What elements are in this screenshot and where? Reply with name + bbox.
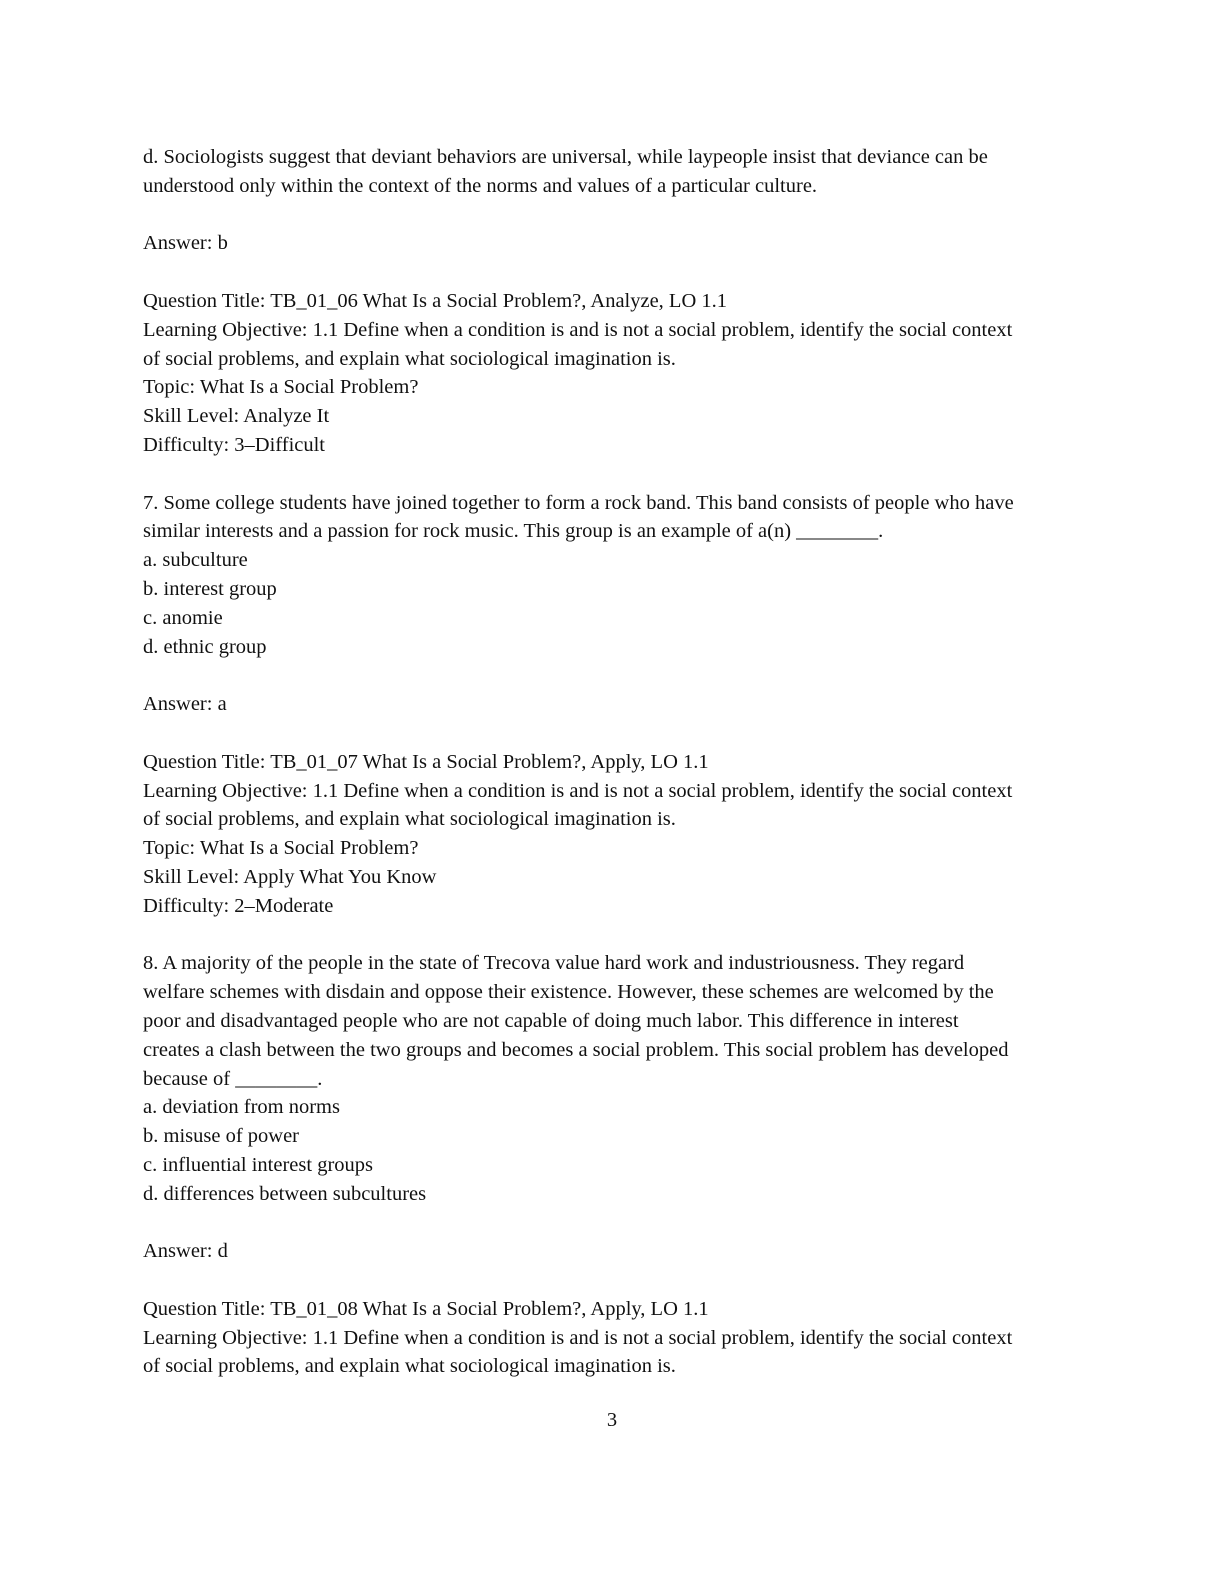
q8-learning-objective-line-2: of social problems, and explain what sociological imagination is. [143, 1355, 676, 1378]
spacer [143, 460, 1083, 489]
spacer [143, 201, 1083, 230]
q7-learning-objective-line-1: Learning Objective: 1.1 Define when a condition is and is not a social problem, identify the social context [143, 779, 1013, 802]
q6-learning-objective-line-2: of social problems, and explain what sociological imagination is. [143, 347, 676, 370]
q6-option-d-line-1: d. Sociologists suggest that deviant behaviors are universal, while laypeople insist that deviance can be [143, 146, 988, 168]
q7-topic: Topic: What Is a Social Problem? [143, 837, 419, 860]
q6-skill-level: Skill Level: Analyze It [143, 405, 330, 428]
q6-option-d-line-2: understood only within the context of the norms and values of a particular culture. [143, 174, 818, 197]
spacer [143, 1266, 1083, 1295]
q8-question-title: Question Title: TB_01_08 What Is a Social Problem?, Apply, LO 1.1 [143, 1297, 709, 1320]
page-content [143, 143, 1083, 1381]
q8-learning-objective-line-1: Learning Objective: 1.1 Define when a condition is and is not a social problem, identify the social context [143, 1326, 1013, 1349]
spacer [143, 258, 1083, 287]
q8-stem-line-1: 8. A majority of the people in the state of Trecova value hard work and industriousness. They regard [143, 952, 965, 975]
q7-option-c: c. anomie [143, 606, 223, 629]
q8-answer: Answer: d [143, 1240, 228, 1263]
spacer [143, 719, 1083, 748]
page-number: 3 [606, 1409, 618, 1431]
spacer [143, 1208, 1083, 1237]
q7-learning-objective-line-2: of social problems, and explain what sociological imagination is. [143, 808, 676, 831]
q8-option-b: b. misuse of power [143, 1125, 300, 1148]
q7-option-d: d. ethnic group [143, 635, 267, 658]
q7-skill-level: Skill Level: Apply What You Know [143, 865, 437, 888]
q7-option-b: b. interest group [143, 577, 277, 600]
q6-question-title: Question Title: TB_01_06 What Is a Social Problem?, Analyze, LO 1.1 [143, 289, 728, 312]
q7-difficulty: Difficulty: 2–Moderate [143, 894, 334, 917]
q6-difficulty: Difficulty: 3–Difficult [143, 433, 326, 456]
q7-answer: Answer: a [143, 693, 227, 716]
q8-option-a: a. deviation from norms [143, 1096, 340, 1119]
q8-stem-line-3: poor and disadvantaged people who are not capable of doing much labor. This difference in interest [143, 1009, 959, 1032]
q7-option-a: a. subculture [143, 549, 248, 572]
q8-option-c: c. influential interest groups [143, 1153, 373, 1176]
spacer [143, 921, 1083, 950]
q7-question-title: Question Title: TB_01_07 What Is a Social Problem?, Apply, LO 1.1 [143, 750, 709, 773]
q6-learning-objective-line-1: Learning Objective: 1.1 Define when a condition is and is not a social problem, identify the social context [143, 318, 1013, 341]
q7-stem-line-2: similar interests and a passion for rock music. This group is an example of a(n) ________. [143, 520, 884, 543]
spacer [143, 661, 1083, 690]
q8-stem-line-2: welfare schemes with disdain and oppose their existence. However, these schemes are welcomed by the [143, 981, 994, 1004]
q6-answer: Answer: b [143, 232, 228, 255]
q8-option-d: d. differences between subcultures [143, 1182, 427, 1205]
q7-stem-line-1: 7. Some college students have joined together to form a rock band. This band consists of people who have [143, 491, 1014, 514]
q8-stem-line-5: because of ________. [143, 1067, 323, 1090]
q8-stem-line-4: creates a clash between the two groups and becomes a social problem. This social problem has developed [143, 1038, 1009, 1061]
q6-topic: Topic: What Is a Social Problem? [143, 376, 419, 399]
